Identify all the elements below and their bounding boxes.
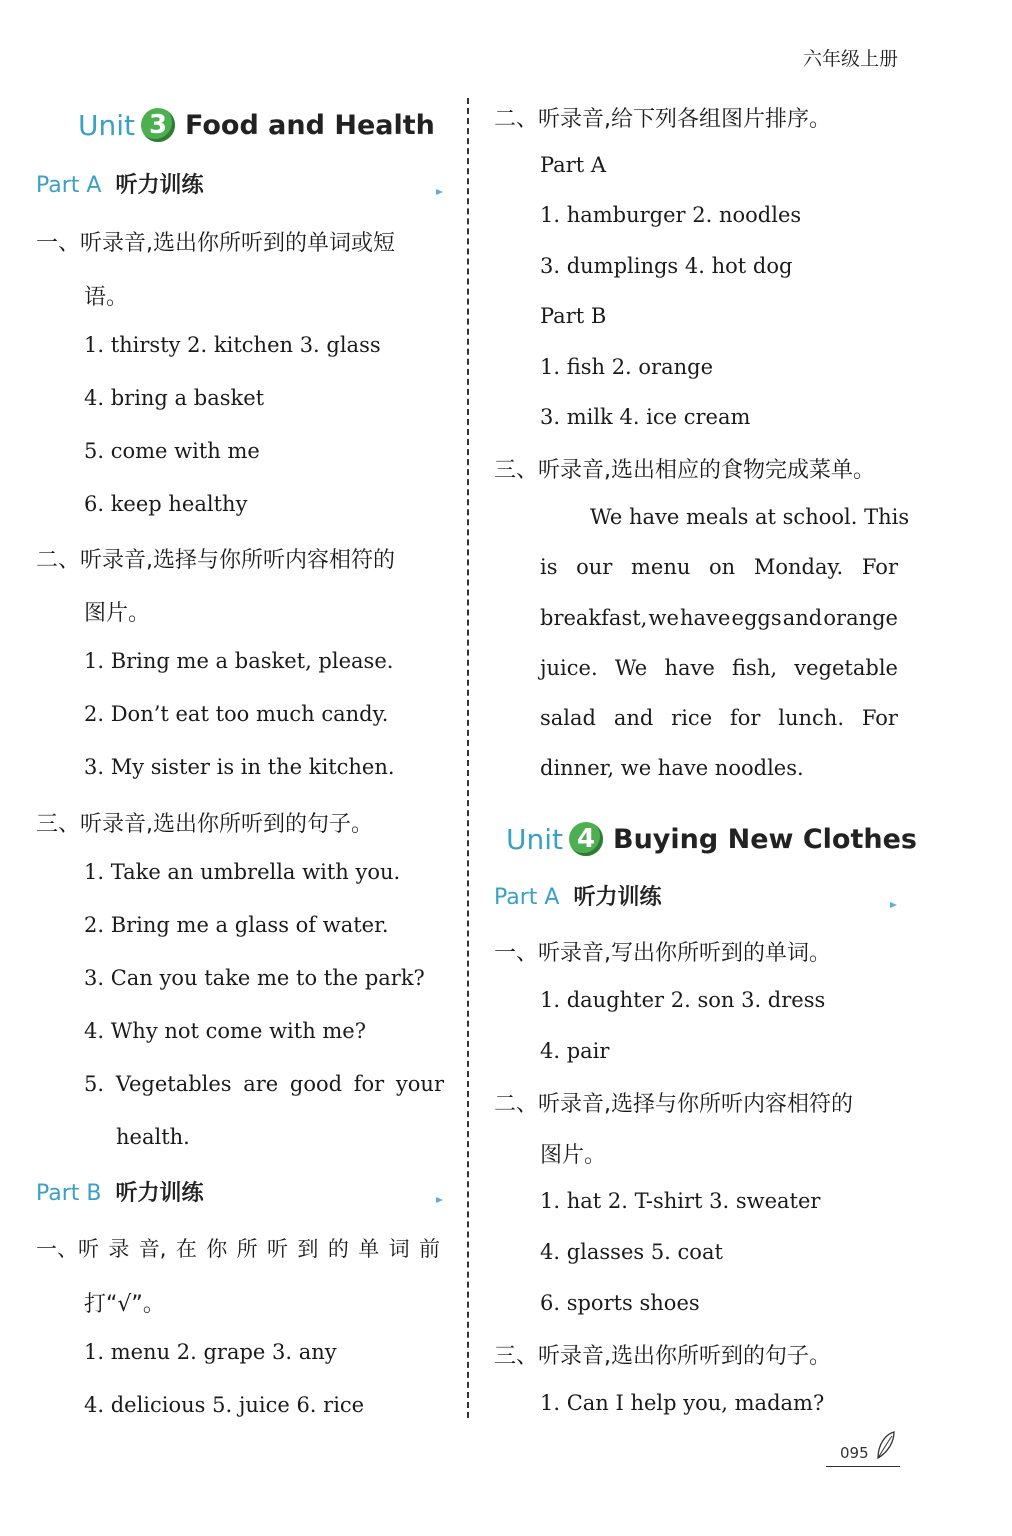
word: and [613,706,654,730]
answer-line: 3. dumplings 4. hot dog [540,254,793,278]
pointer-icon [436,189,443,195]
paragraph-line [540,606,898,630]
word: We [614,656,648,680]
answer-line: 1. menu 2. grape 3. any [84,1340,337,1364]
unit3-number-badge: 3 [141,108,175,142]
word: is [540,555,558,579]
word: salad [540,706,596,730]
answer-line: 3. milk 4. ice cream [540,405,751,429]
paragraph-line [540,656,898,680]
question-heading-justified [36,1233,440,1263]
answer-line-justified [84,1072,444,1096]
word: Vegetables [115,1072,232,1096]
word: For [861,555,898,579]
sub-part-label: Part B [540,304,607,328]
char: 你 [206,1237,228,1261]
answer-line: 6. sports shoes [540,1291,700,1315]
answer-line: 1. hat 2. T-shirt 3. sweater [540,1189,821,1213]
question-heading: 二、听录音,给下列各组图片排序。 [494,107,831,132]
unit4-heading [506,822,917,856]
unit4-partA-heading [494,880,662,911]
question-heading-cont: 语。 [84,285,129,310]
word: for [729,706,761,730]
word: juice. [540,656,598,680]
word: have [664,656,715,680]
char: 单 [358,1237,380,1261]
answer-line: 4. Why not come with me? [84,1019,366,1043]
char: 听 [267,1237,289,1261]
answer-line: 4. bring a basket [84,386,265,410]
question-heading: 三、听录音,选出你所听到的句子。 [494,1344,831,1369]
answer-line: 1. Can I help you, madam? [540,1391,825,1415]
paragraph-line [540,555,898,579]
word: for [353,1072,385,1096]
answer-line: 3. My sister is in the kitchen. [84,755,395,779]
answer-line: 1. fish 2. orange [540,355,714,379]
question-heading-cont: 图片。 [84,601,151,626]
word: your [395,1072,444,1096]
word: on [709,555,736,579]
char: 的 [327,1237,349,1261]
grade-label: 六年级上册 [802,48,898,70]
unit3-partB-heading [36,1176,204,1207]
unit3-title: Food and Health [185,109,435,141]
char: 一、听 [36,1237,99,1261]
answer-line: 2. Bring me a glass of water. [84,913,389,937]
answer-line: 5. come with me [84,439,260,463]
answer-line: 6. keep healthy [84,492,248,516]
word: breakfast, [540,606,648,630]
page-number-underline [826,1466,900,1467]
question-heading: 三、听录音,选出相应的食物完成菜单。 [494,458,875,483]
char: 所 [236,1237,258,1261]
answer-line-cont: health. [116,1125,190,1149]
unit3-partA-heading [36,168,204,199]
word: rice [671,706,713,730]
unit3-heading [78,108,435,142]
unit3-partB-label: Part B [36,1181,102,1206]
answer-line: 2. Don’t eat too much candy. [84,702,389,726]
answer-line: 1. Take an umbrella with you. [84,860,401,884]
unit3-partA-title: 听力训练 [115,173,204,198]
unit4-partA-title: 听力训练 [573,885,662,910]
column-divider [467,98,469,1418]
answer-line: 1. Bring me a basket, please. [84,649,394,673]
word: lunch. [778,706,845,730]
word: 5. [84,1072,105,1096]
sub-part-label: Part A [540,153,607,177]
word: our [576,555,613,579]
paragraph-line: We have meals at school. This [590,505,910,529]
question-heading: 二、听录音,选择与你所听内容相符的 [494,1092,853,1117]
unit4-word: Unit [506,822,563,856]
word: we [648,606,679,630]
char: 在 [175,1237,197,1261]
word: eggs [731,606,782,630]
page-number: 095 [840,1444,869,1462]
word: and [782,606,823,630]
paragraph-line [540,706,898,730]
word: Monday. [753,555,844,579]
char: 音, [138,1237,167,1261]
question-heading: 一、听录音,写出你所听到的单词。 [494,941,831,966]
unit3-word: Unit [78,108,135,142]
word: are [243,1072,279,1096]
pointer-icon [436,1197,443,1203]
word: orange [823,606,898,630]
pointer-icon [890,902,897,908]
word: have [680,606,731,630]
unit4-number-badge: 4 [569,822,603,856]
question-heading: 一、听录音,选出你所听到的单词或短 [36,231,395,256]
word: menu [631,555,691,579]
char: 录 [108,1237,130,1261]
answer-line: 1. hamburger 2. noodles [540,203,802,227]
question-heading-cont: 图片。 [540,1143,607,1168]
unit3-partB-title: 听力训练 [115,1181,204,1206]
answer-line: 3. Can you take me to the park? [84,966,425,990]
answer-line: 4. glasses 5. coat [540,1240,723,1264]
answer-line: 1. daughter 2. son 3. dress [540,988,826,1012]
char: 到 [297,1237,319,1261]
unit3-partA-label: Part A [36,173,102,198]
word: For [861,706,898,730]
question-heading: 三、听录音,选出你所听到的句子。 [36,812,373,837]
word: good [289,1072,343,1096]
answer-line: 1. thirsty 2. kitchen 3. glass [84,333,381,357]
paragraph-line: dinner, we have noodles. [540,756,804,780]
unit4-title: Buying New Clothes [613,823,917,855]
unit4-partA-label: Part A [494,885,560,910]
word: vegetable [794,656,898,680]
answer-line: 4. delicious 5. juice 6. rice [84,1393,365,1417]
leaf-icon [874,1430,898,1460]
char: 前 [418,1237,440,1261]
char: 词 [388,1237,410,1261]
question-heading-cont: 打“√”。 [84,1292,165,1317]
answer-line: 4. pair [540,1039,610,1063]
question-heading: 二、听录音,选择与你所听内容相符的 [36,548,395,573]
word: fish, [732,656,778,680]
